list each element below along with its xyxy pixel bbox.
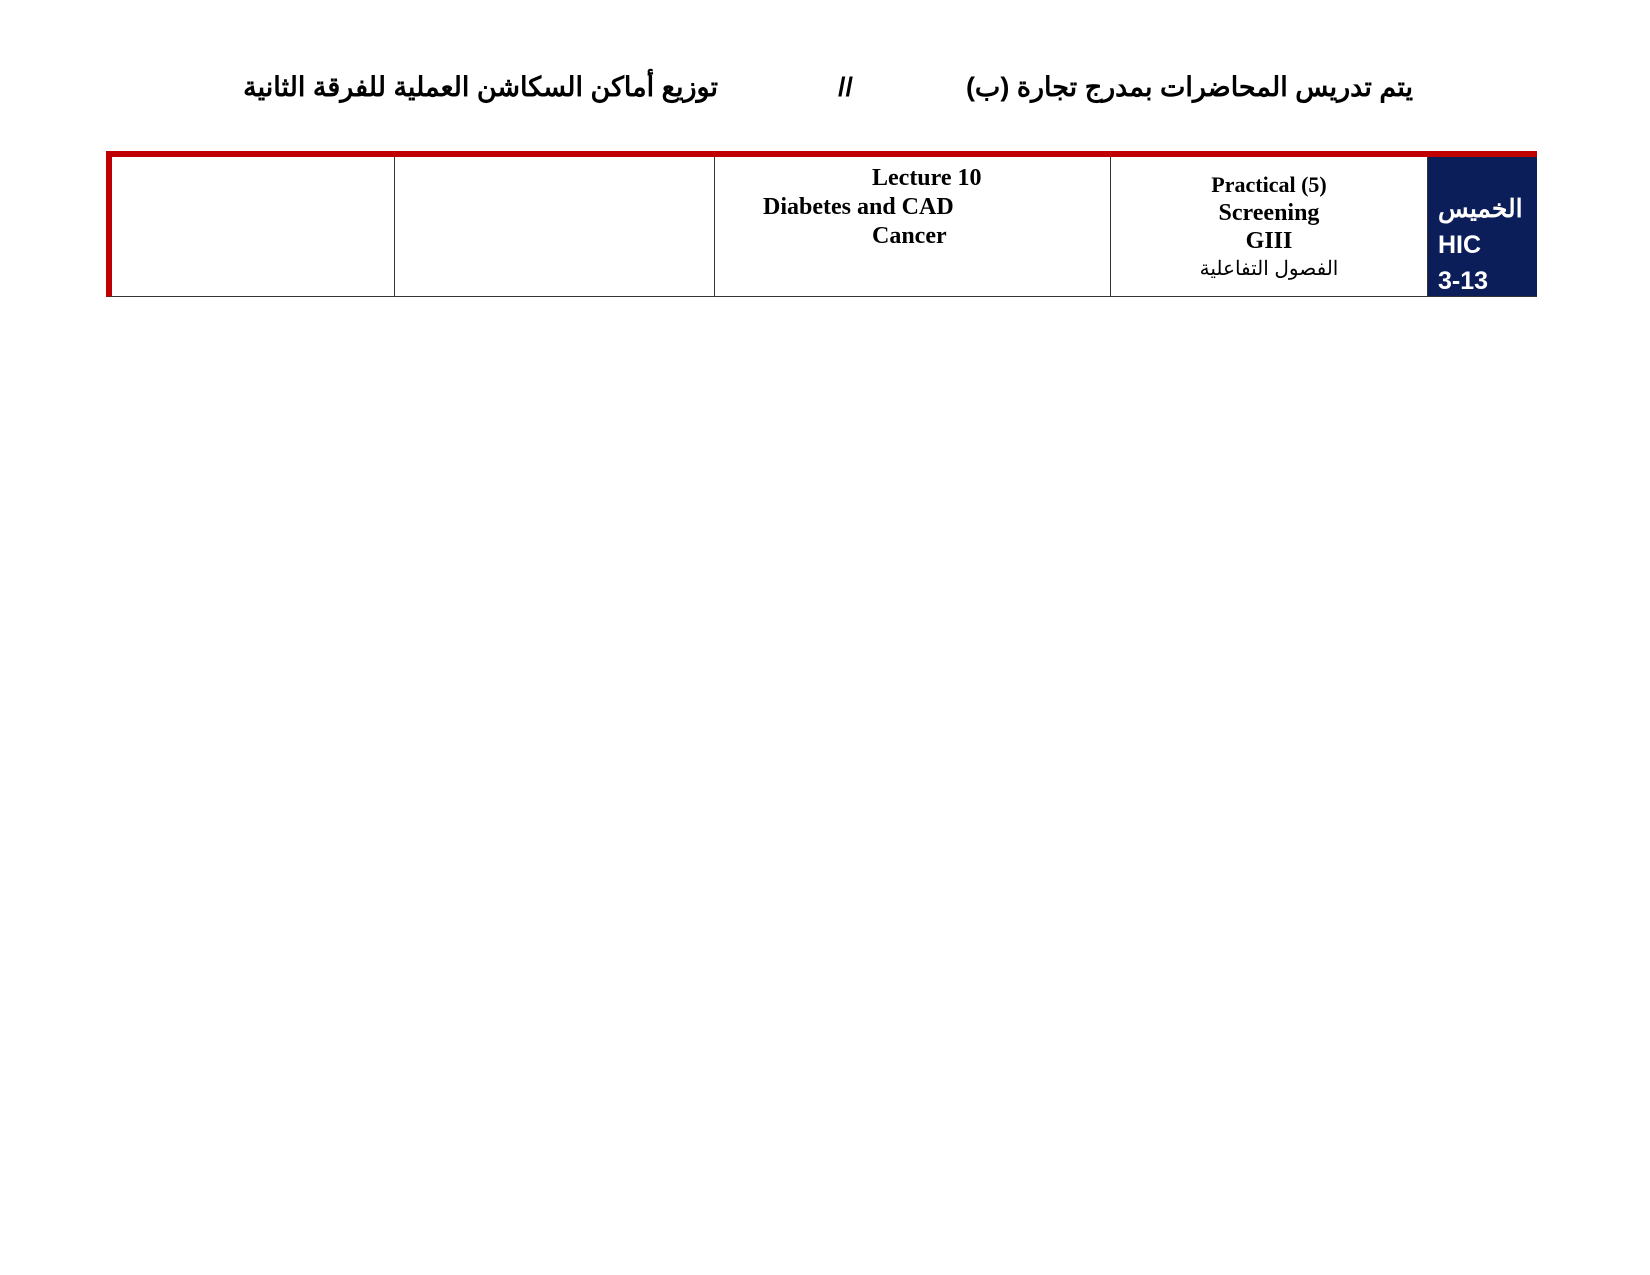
lecture-title: Lecture 10	[872, 165, 982, 191]
header-separator: //	[838, 72, 854, 102]
lecture-topic-2: Cancer	[872, 223, 947, 249]
empty-cell-2	[395, 157, 715, 296]
day-cell	[1428, 157, 1537, 296]
practical-block	[1111, 171, 1427, 283]
practical-location: الفصول التفاعلية	[1199, 258, 1339, 280]
lecture-topic-1: Diabetes and CAD	[763, 194, 954, 220]
day-date: 3-13	[1438, 267, 1489, 295]
schedule-table	[106, 151, 1537, 297]
page-header	[0, 72, 1650, 112]
practical-topic: Screening	[1218, 200, 1320, 226]
practical-title: Practical (5)	[1211, 172, 1327, 197]
day-name: الخميس	[1438, 195, 1523, 223]
lecture-cell	[715, 157, 1111, 296]
lecture-block	[715, 164, 1110, 251]
empty-cell-1	[112, 157, 395, 296]
practical-cell	[1111, 157, 1428, 296]
lectures-note: يتم تدريس المحاضرات بمدرج تجارة (ب)	[965, 72, 1413, 102]
day-code: HIC	[1438, 231, 1482, 259]
practical-group: GIII	[1245, 228, 1293, 254]
sections-note: توزيع أماكن السكاشن العملية للفرقة الثانية	[243, 72, 718, 102]
